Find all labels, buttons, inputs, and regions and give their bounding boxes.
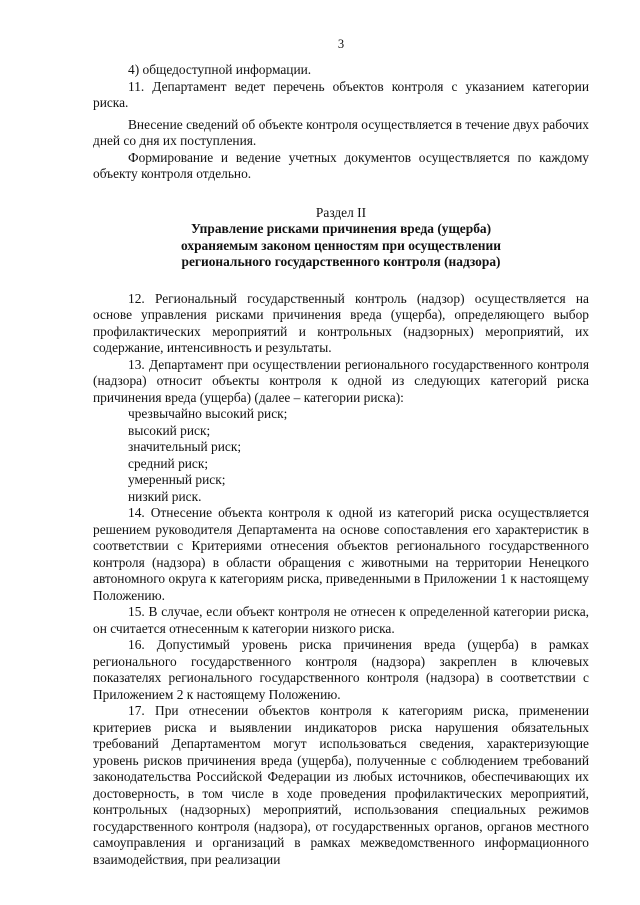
paragraph-17: 17. При отнесении объектов контроля к категориям риска, применении критериев риска и выявлении индикаторов риска нарушения обязательных требований Департаментом могут использоваться сведения, характеризующие уровень рисков причинения вреда (ущерба), полученные с соблюдением требований законодательства Российской Федерации из любых источников, обеспечивающих их достоверность, в том числе в ходе проведения профилактических мероприятий, контрольных (надзорных) мероприятий, использования специальных режимов государственного контроля (надзора), от государственных органов, органов местного самоуправления и организаций в рамках межведомственного информационного взаимодействия, при реализации — [93, 703, 589, 867]
risk-category-item: умеренный риск; — [128, 472, 226, 487]
risk-category-list — [93, 406, 589, 505]
risk-category-item: значительный риск; — [128, 439, 242, 454]
risk-category-item: низкий риск. — [128, 488, 202, 504]
paragraph-13: 13. Департамент при осуществлении регионального государственного контроля (надзора) относит объекты контроля к одной из следующих категорий риска причинения вреда (ущерба) (далее – категории риска): — [93, 356, 589, 405]
section-title — [93, 221, 589, 271]
page-number: 3 — [337, 37, 345, 51]
risk-category-item: средний риск; — [128, 455, 209, 471]
paragraph-11: 11. Департамент ведет перечень объектов контроля с указанием категории риска. — [93, 78, 589, 110]
risk-category-item: высокий риск; — [128, 422, 211, 438]
paragraph-12: 12. Региональный государственный контроль (надзор) осуществляется на основе управления рисками причинения вреда (ущерба), определяющего выбор профилактических мероприятий и контрольных (надзорных) мероприятий, их содержание, интенсивность и результаты. — [93, 290, 589, 355]
paragraph-registry-update: Внесение сведений об объекте контроля осуществляется в течение двух рабочих дней со дня их поступления. — [93, 116, 589, 148]
paragraph-15: 15. В случае, если объект контроля не отнесен к определенной категории риска, он считается отнесенным к категории низкого риска. — [93, 604, 589, 636]
risk-category-item: чрезвычайно высокий риск; — [128, 406, 288, 421]
list-item-public-information: 4) общедоступной информации. — [128, 62, 312, 77]
section-title-line: регионального государственного контроля (надзора) — [181, 254, 501, 269]
document-content — [93, 62, 589, 868]
section-title-line: Управление рисками причинения вреда (ущерба) — [190, 221, 492, 236]
section-label: Раздел II — [315, 204, 367, 220]
paragraph-records: Формирование и ведение учетных документов осуществляется по каждому объекту контроля отдельно. — [93, 149, 589, 181]
paragraph-14: 14. Отнесение объекта контроля к одной из категорий риска осуществляется решением руководителя Департамента на основе сопоставления его характеристик в соответствии с Критериями отнесения объектов регионального государственного контроля (надзора) в области обращения с животными на территории Ненецкого автономного округа к категориям риска, приведенными в Приложении 1 к настоящему Положению. — [93, 505, 589, 603]
section-title-line: охраняемым законом ценностям при осуществлении — [181, 237, 501, 253]
paragraph-16: 16. Допустимый уровень риска причинения вреда (ущерба) в рамках регионального государственного контроля (надзора) закреплен в ключевых показателях регионального государственного контроля (надзора) в соответствии с Приложением 2 к настоящему Положению. — [93, 637, 589, 702]
